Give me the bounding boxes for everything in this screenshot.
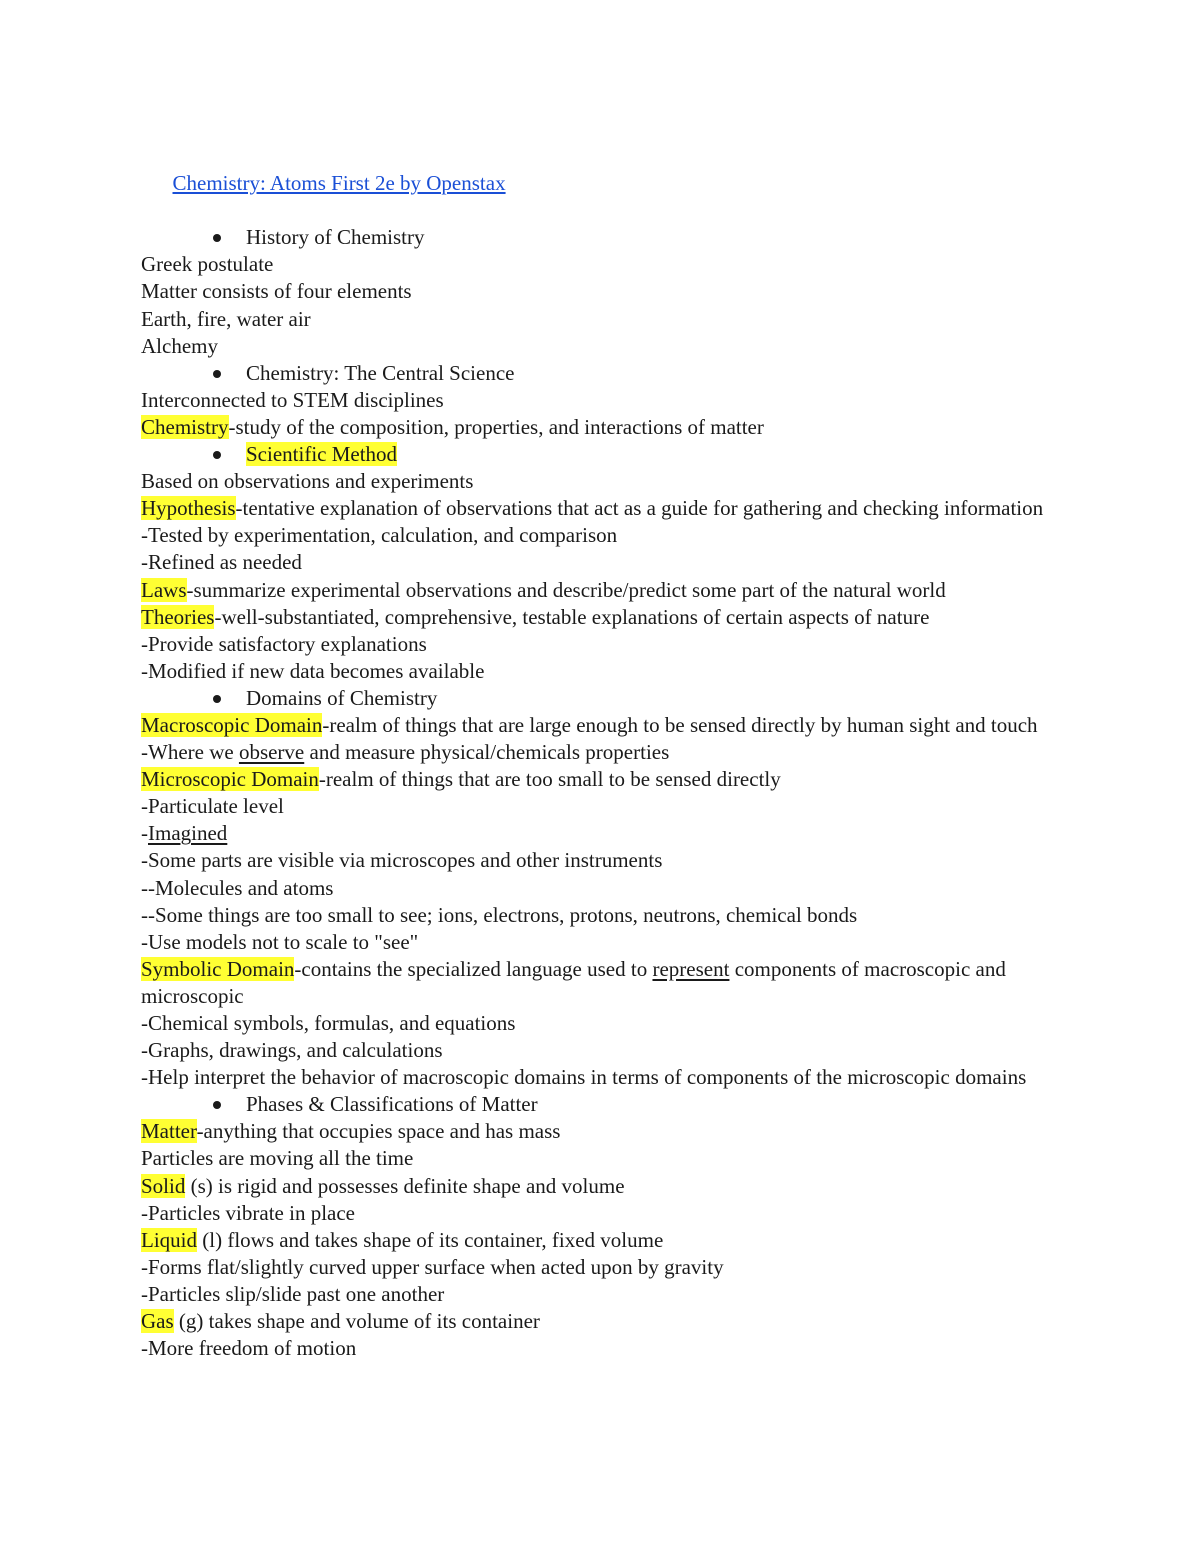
line-text: (s) is rigid and possesses definite shape and volume xyxy=(185,1173,625,1198)
underlined-word: Imagined xyxy=(148,821,228,846)
note-line xyxy=(141,712,1061,739)
line-text: --Some things are too small to see; ions, electrons, protons, neutrons, chemical bonds xyxy=(141,902,858,927)
highlighted-term: Hypothesis xyxy=(141,496,236,521)
highlighted-term: Microscopic Domain xyxy=(141,767,319,792)
line-text: Domains of Chemistry xyxy=(246,685,438,710)
note-line xyxy=(141,577,1061,604)
note-line xyxy=(141,1173,1061,1200)
line-text: Based on observations and experiments xyxy=(141,469,474,494)
note-line xyxy=(141,1308,1061,1335)
note-line xyxy=(141,387,1061,414)
note-line xyxy=(141,956,1061,1010)
note-line xyxy=(141,929,1061,956)
note-line xyxy=(141,1281,1061,1308)
notes-lines xyxy=(141,224,1061,1362)
bullet-icon xyxy=(213,234,221,242)
line-text: -Tested by experimentation, calculation, and comparison xyxy=(141,523,618,548)
note-line xyxy=(141,333,1061,360)
note-line xyxy=(141,875,1061,902)
bullet-icon xyxy=(213,451,221,459)
line-text: -tentative explanation of observations that act as a guide for gathering and checking information xyxy=(235,496,1044,521)
note-line xyxy=(141,1118,1061,1145)
note-line xyxy=(141,1145,1061,1172)
note-line xyxy=(141,902,1061,929)
line-text: -Forms flat/slightly curved upper surface when acted upon by gravity xyxy=(141,1254,724,1279)
document-title-line xyxy=(141,143,1061,224)
bullet-heading xyxy=(141,1091,1061,1118)
line-text: -Particles vibrate in place xyxy=(141,1200,355,1225)
line-text: -summarize experimental observations and describe/predict some part of the natural world xyxy=(186,577,946,602)
highlighted-term: Matter xyxy=(141,1119,197,1144)
note-line xyxy=(141,1254,1061,1281)
line-text: -Some parts are visible via microscopes and other instruments xyxy=(141,848,663,873)
line-text: History of Chemistry xyxy=(246,225,425,250)
note-line xyxy=(141,522,1061,549)
underlined-word: observe xyxy=(238,740,305,765)
line-text: -More freedom of motion xyxy=(141,1336,357,1361)
line-text: -Help interpret the behavior of macroscopic domains in terms of components of the microscopic domains xyxy=(141,1065,1027,1090)
highlighted-term: Macroscopic Domain xyxy=(141,712,323,737)
note-line xyxy=(141,793,1061,820)
highlighted-term: Scientific Method xyxy=(246,442,398,467)
line-text: --Molecules and atoms xyxy=(141,875,334,900)
line-text: -study of the composition, properties, and interactions of matter xyxy=(228,414,764,439)
bullet-heading xyxy=(141,224,1061,251)
underlined-word: represent xyxy=(652,956,730,981)
note-line xyxy=(141,847,1061,874)
note-line xyxy=(141,1335,1061,1362)
note-line xyxy=(141,739,1061,766)
bullet-icon xyxy=(213,370,221,378)
note-line xyxy=(141,278,1061,305)
highlighted-term: Symbolic Domain xyxy=(141,956,295,981)
bullet-heading xyxy=(141,441,1061,468)
note-line xyxy=(141,1200,1061,1227)
note-line xyxy=(141,468,1061,495)
line-text: Greek postulate xyxy=(141,252,274,277)
note-line xyxy=(141,1227,1061,1254)
line-text: -Chemical symbols, formulas, and equations xyxy=(141,1011,516,1035)
highlighted-term: Chemistry xyxy=(141,414,229,439)
note-line xyxy=(141,820,1061,847)
line-text: and measure physical/chemicals properties xyxy=(304,740,670,765)
note-line xyxy=(141,1037,1061,1064)
highlighted-term: Gas xyxy=(141,1309,174,1334)
note-line xyxy=(141,631,1061,658)
highlighted-term: Liquid xyxy=(141,1227,197,1252)
note-line xyxy=(141,414,1061,441)
document-title-link[interactable]: Chemistry: Atoms First 2e by Openstax xyxy=(172,171,506,196)
bullet-icon xyxy=(213,1101,221,1109)
note-line xyxy=(141,306,1061,333)
line-text: -anything that occupies space and has mass xyxy=(196,1119,561,1144)
line-text: (l) flows and takes shape of its container, fixed volume xyxy=(197,1227,664,1252)
line-text: -Particulate level xyxy=(141,794,284,819)
line-text: Particles are moving all the time xyxy=(141,1146,414,1171)
highlighted-term: Theories xyxy=(141,604,215,629)
highlighted-term: Solid xyxy=(141,1173,186,1198)
line-text: Matter consists of four elements xyxy=(141,279,412,304)
line-text: -Use models not to scale to "see" xyxy=(141,929,419,954)
line-text: -realm of things that are too small to be sensed directly xyxy=(318,767,781,792)
line-text: Interconnected to STEM disciplines xyxy=(141,387,444,412)
bullet-icon xyxy=(213,695,221,703)
note-line xyxy=(141,604,1061,631)
line-text: -Modified if new data becomes available xyxy=(141,658,485,683)
note-line xyxy=(141,251,1061,278)
note-line xyxy=(141,495,1061,522)
line-text: -realm of things that are large enough to be sensed directly by human sight and touch xyxy=(322,712,1038,737)
line-text: -well-substantiated, comprehensive, testable explanations of certain aspects of nature xyxy=(214,604,930,629)
line-text: -Graphs, drawings, and calculations xyxy=(141,1038,443,1063)
line-text: Alchemy xyxy=(141,333,218,358)
line-text: Phases & Classifications of Matter xyxy=(246,1092,538,1117)
line-text: - xyxy=(141,821,148,846)
line-text: -Provide satisfactory explanations xyxy=(141,631,427,656)
note-line xyxy=(141,658,1061,685)
line-text: Chemistry: The Central Science xyxy=(246,360,515,385)
bullet-heading xyxy=(141,360,1061,387)
highlighted-term: Laws xyxy=(141,577,187,602)
note-line xyxy=(141,1064,1061,1091)
bullet-heading xyxy=(141,685,1061,712)
line-text: -Refined as needed xyxy=(141,550,302,575)
line-text: -contains the specialized language used to xyxy=(294,956,653,981)
line-text: Earth, fire, water air xyxy=(141,306,311,331)
line-text: (g) takes shape and volume of its container xyxy=(173,1309,540,1334)
line-text: -Where we xyxy=(141,740,239,765)
note-line xyxy=(141,1010,1061,1037)
line-text: -Particles slip/slide past one another xyxy=(141,1281,445,1306)
document-body xyxy=(141,143,1061,1362)
note-line xyxy=(141,766,1061,793)
line-text: components of macroscopic and microscopic xyxy=(141,956,1012,1008)
note-line xyxy=(141,549,1061,576)
